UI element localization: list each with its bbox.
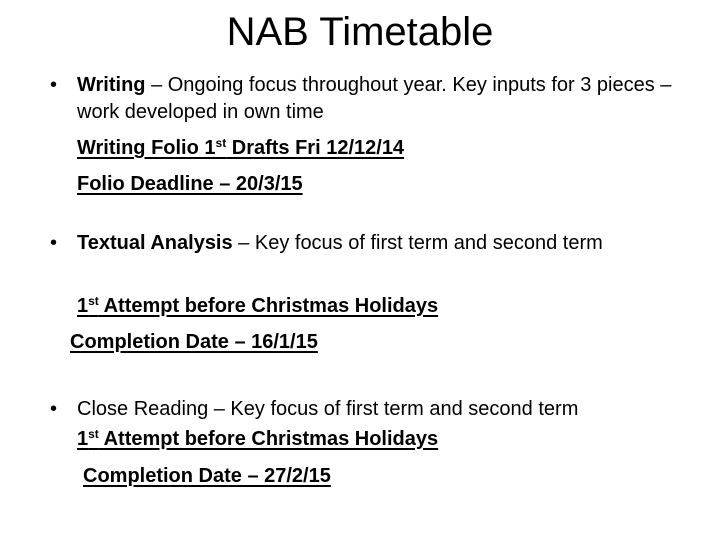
ordinal-suffix: st xyxy=(215,136,227,150)
item-description: – Ongoing focus throughout year. Key inputs for 3 pieces – work developed in own time xyxy=(77,74,672,123)
bullet-text xyxy=(77,72,681,126)
item-detail-line-2: Completion Date – 27/2/15 xyxy=(83,465,331,487)
detail-text: Attempt before Christmas Holidays xyxy=(98,295,439,317)
item-heading: Writing xyxy=(77,74,146,96)
ordinal-suffix: st xyxy=(88,427,99,441)
detail-text: Drafts Fri 12/12/14 xyxy=(226,137,405,159)
item-detail-line-1 xyxy=(77,293,438,320)
bullet-text xyxy=(77,396,681,423)
item-detail-line-1 xyxy=(77,426,438,453)
detail-text: 1 xyxy=(77,295,89,317)
item-detail-line-2: Folio Deadline – 20/3/15 xyxy=(77,173,303,195)
bullet-marker: • xyxy=(50,232,58,254)
bullet-marker: • xyxy=(50,74,58,96)
ordinal-suffix: st xyxy=(88,294,99,308)
item-heading: Textual Analysis xyxy=(77,232,233,254)
bullet-marker: • xyxy=(50,398,58,420)
item-description: – Key focus of first term and second term xyxy=(232,232,603,254)
item-detail-line-1 xyxy=(77,135,404,162)
bullet-text xyxy=(77,230,676,257)
item-description: Close Reading – Key focus of first term and second term xyxy=(77,398,579,420)
slide-title: NAB Timetable xyxy=(226,10,494,54)
detail-text: Attempt before Christmas Holidays xyxy=(98,428,439,450)
detail-text: 1 xyxy=(77,428,89,450)
item-detail-line-2: Completion Date – 16/1/15 xyxy=(70,331,318,353)
detail-text: Writing Folio 1 xyxy=(77,137,216,159)
